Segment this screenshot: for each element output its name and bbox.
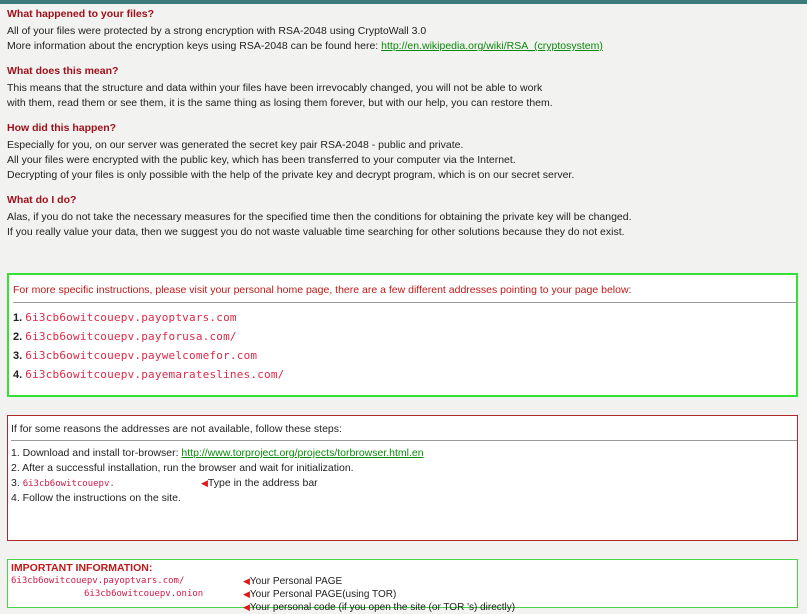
section-line: Especially for you, on our server was generated the secret key pair RSA-2048 - public and private. <box>7 139 464 151</box>
tip-text: Type in the address bar <box>207 477 318 489</box>
section-heading: How did this happen? <box>7 122 117 134</box>
info-label <box>243 601 515 614</box>
address-link[interactable]: 6i3cb6owitcouepv.paywelcomefor.com <box>25 349 258 362</box>
left-pointing-triangle-icon: ◀ <box>243 602 250 612</box>
section-line: All your files were encrypted with the public key, which has been transferred to your computer via the Internet. <box>7 154 516 166</box>
info-label <box>243 588 396 601</box>
section-line: More information about the encryption keys using RSA-2048 can be found here: <box>7 40 382 52</box>
top-bar <box>0 0 807 4</box>
step-3 <box>11 476 797 491</box>
info-label <box>243 575 342 588</box>
personal-page-intro: For more specific instructions, please visit your personal home page, there are a few different addresses pointing to your page below: <box>13 284 632 296</box>
info-label-text: Your Personal PAGE <box>249 576 343 587</box>
section-line: This means that the structure and data within your files have been irrevocably changed, you will not be able to work <box>7 82 543 94</box>
address-link[interactable]: 6i3cb6owitcouepv.payemarateslines.com/ <box>25 368 285 381</box>
tor-intro: If for some reasons the addresses are not available, follow these steps: <box>11 423 342 435</box>
tor-steps <box>8 441 797 506</box>
wikipedia-rsa-link[interactable]: http://en.wikipedia.org/wiki/RSA_(cryptosystem) <box>381 40 603 52</box>
personal-page-box <box>7 273 798 397</box>
step-1 <box>11 446 797 461</box>
step-4: 4. Follow the instructions on the site. <box>11 492 181 504</box>
address-number: 1. <box>13 312 23 324</box>
section-line: All of your files were protected by a strong encryption with RSA-2048 using CryptoWall 3.0 <box>7 25 427 37</box>
address-list <box>9 303 796 384</box>
section-line: If you really value your data, then we suggest you do not waste valuable time searching for other solutions because they do not exist. <box>7 226 625 238</box>
info-row <box>11 601 797 614</box>
section-heading: What do I do? <box>7 194 77 206</box>
address-item <box>13 346 796 365</box>
onion-url[interactable]: 6i3cb6owitcouepv.onion <box>84 589 204 599</box>
address-number: 2. <box>13 331 23 343</box>
info-label-text: Your Personal PAGE(using TOR) <box>249 589 397 600</box>
info-row <box>11 575 797 588</box>
address-link[interactable]: 6i3cb6owitcouepv.payoptvars.com <box>25 311 237 324</box>
ransom-note-text <box>7 8 803 251</box>
section-what-does-this-mean <box>7 65 803 111</box>
important-info-rows <box>8 575 797 614</box>
address-number: 3. <box>13 350 23 362</box>
section-what-happened <box>7 8 803 54</box>
onion-code: 6i3cb6owitcouepv. <box>22 479 115 489</box>
info-label-text: Your personal code (if you open the site (or TOR 's) directly) <box>249 602 516 613</box>
step-1-text: 1. Download and install tor-browser: <box>11 447 182 459</box>
section-heading: What does this mean? <box>7 65 119 77</box>
step-3-number: 3. <box>11 477 23 489</box>
step-2: 2. After a successful installation, run the browser and wait for initialization. <box>11 462 354 474</box>
section-line-with-link <box>7 39 803 54</box>
important-info-title: IMPORTANT INFORMATION: <box>11 562 153 574</box>
address-bar-tip <box>201 476 318 491</box>
section-heading: What happened to your files? <box>7 8 155 20</box>
info-row <box>11 588 797 601</box>
address-item <box>13 327 796 346</box>
left-pointing-triangle-icon: ◀ <box>243 589 250 599</box>
section-line: Alas, if you do not take the necessary measures for the specified time then the conditions for obtaining the private key will be changed. <box>7 211 632 223</box>
personal-page-url[interactable]: 6i3cb6owitcouepv.payoptvars.com/ <box>11 576 185 586</box>
torbrowser-link[interactable]: http://www.torproject.org/projects/torbrowser.html.en <box>181 447 424 459</box>
important-info-box <box>7 559 798 613</box>
address-link[interactable]: 6i3cb6owitcouepv.payforusa.com/ <box>25 330 237 343</box>
section-how-did-this-happen <box>7 122 803 183</box>
address-number: 4. <box>13 369 23 381</box>
section-line: with them, read them or see them, it is the same thing as losing them forever, but with our help, you can restore them. <box>7 97 553 109</box>
address-item <box>13 365 796 384</box>
address-item <box>13 308 796 327</box>
section-what-do-i-do <box>7 194 803 240</box>
left-pointing-triangle-icon: ◀ <box>243 576 250 586</box>
section-line: Decrypting of your files is only possible with the help of the private key and decrypt program, which is on our secret server. <box>7 169 575 181</box>
tor-instructions-box <box>7 415 798 541</box>
left-pointing-triangle-icon: ◀ <box>201 478 208 488</box>
